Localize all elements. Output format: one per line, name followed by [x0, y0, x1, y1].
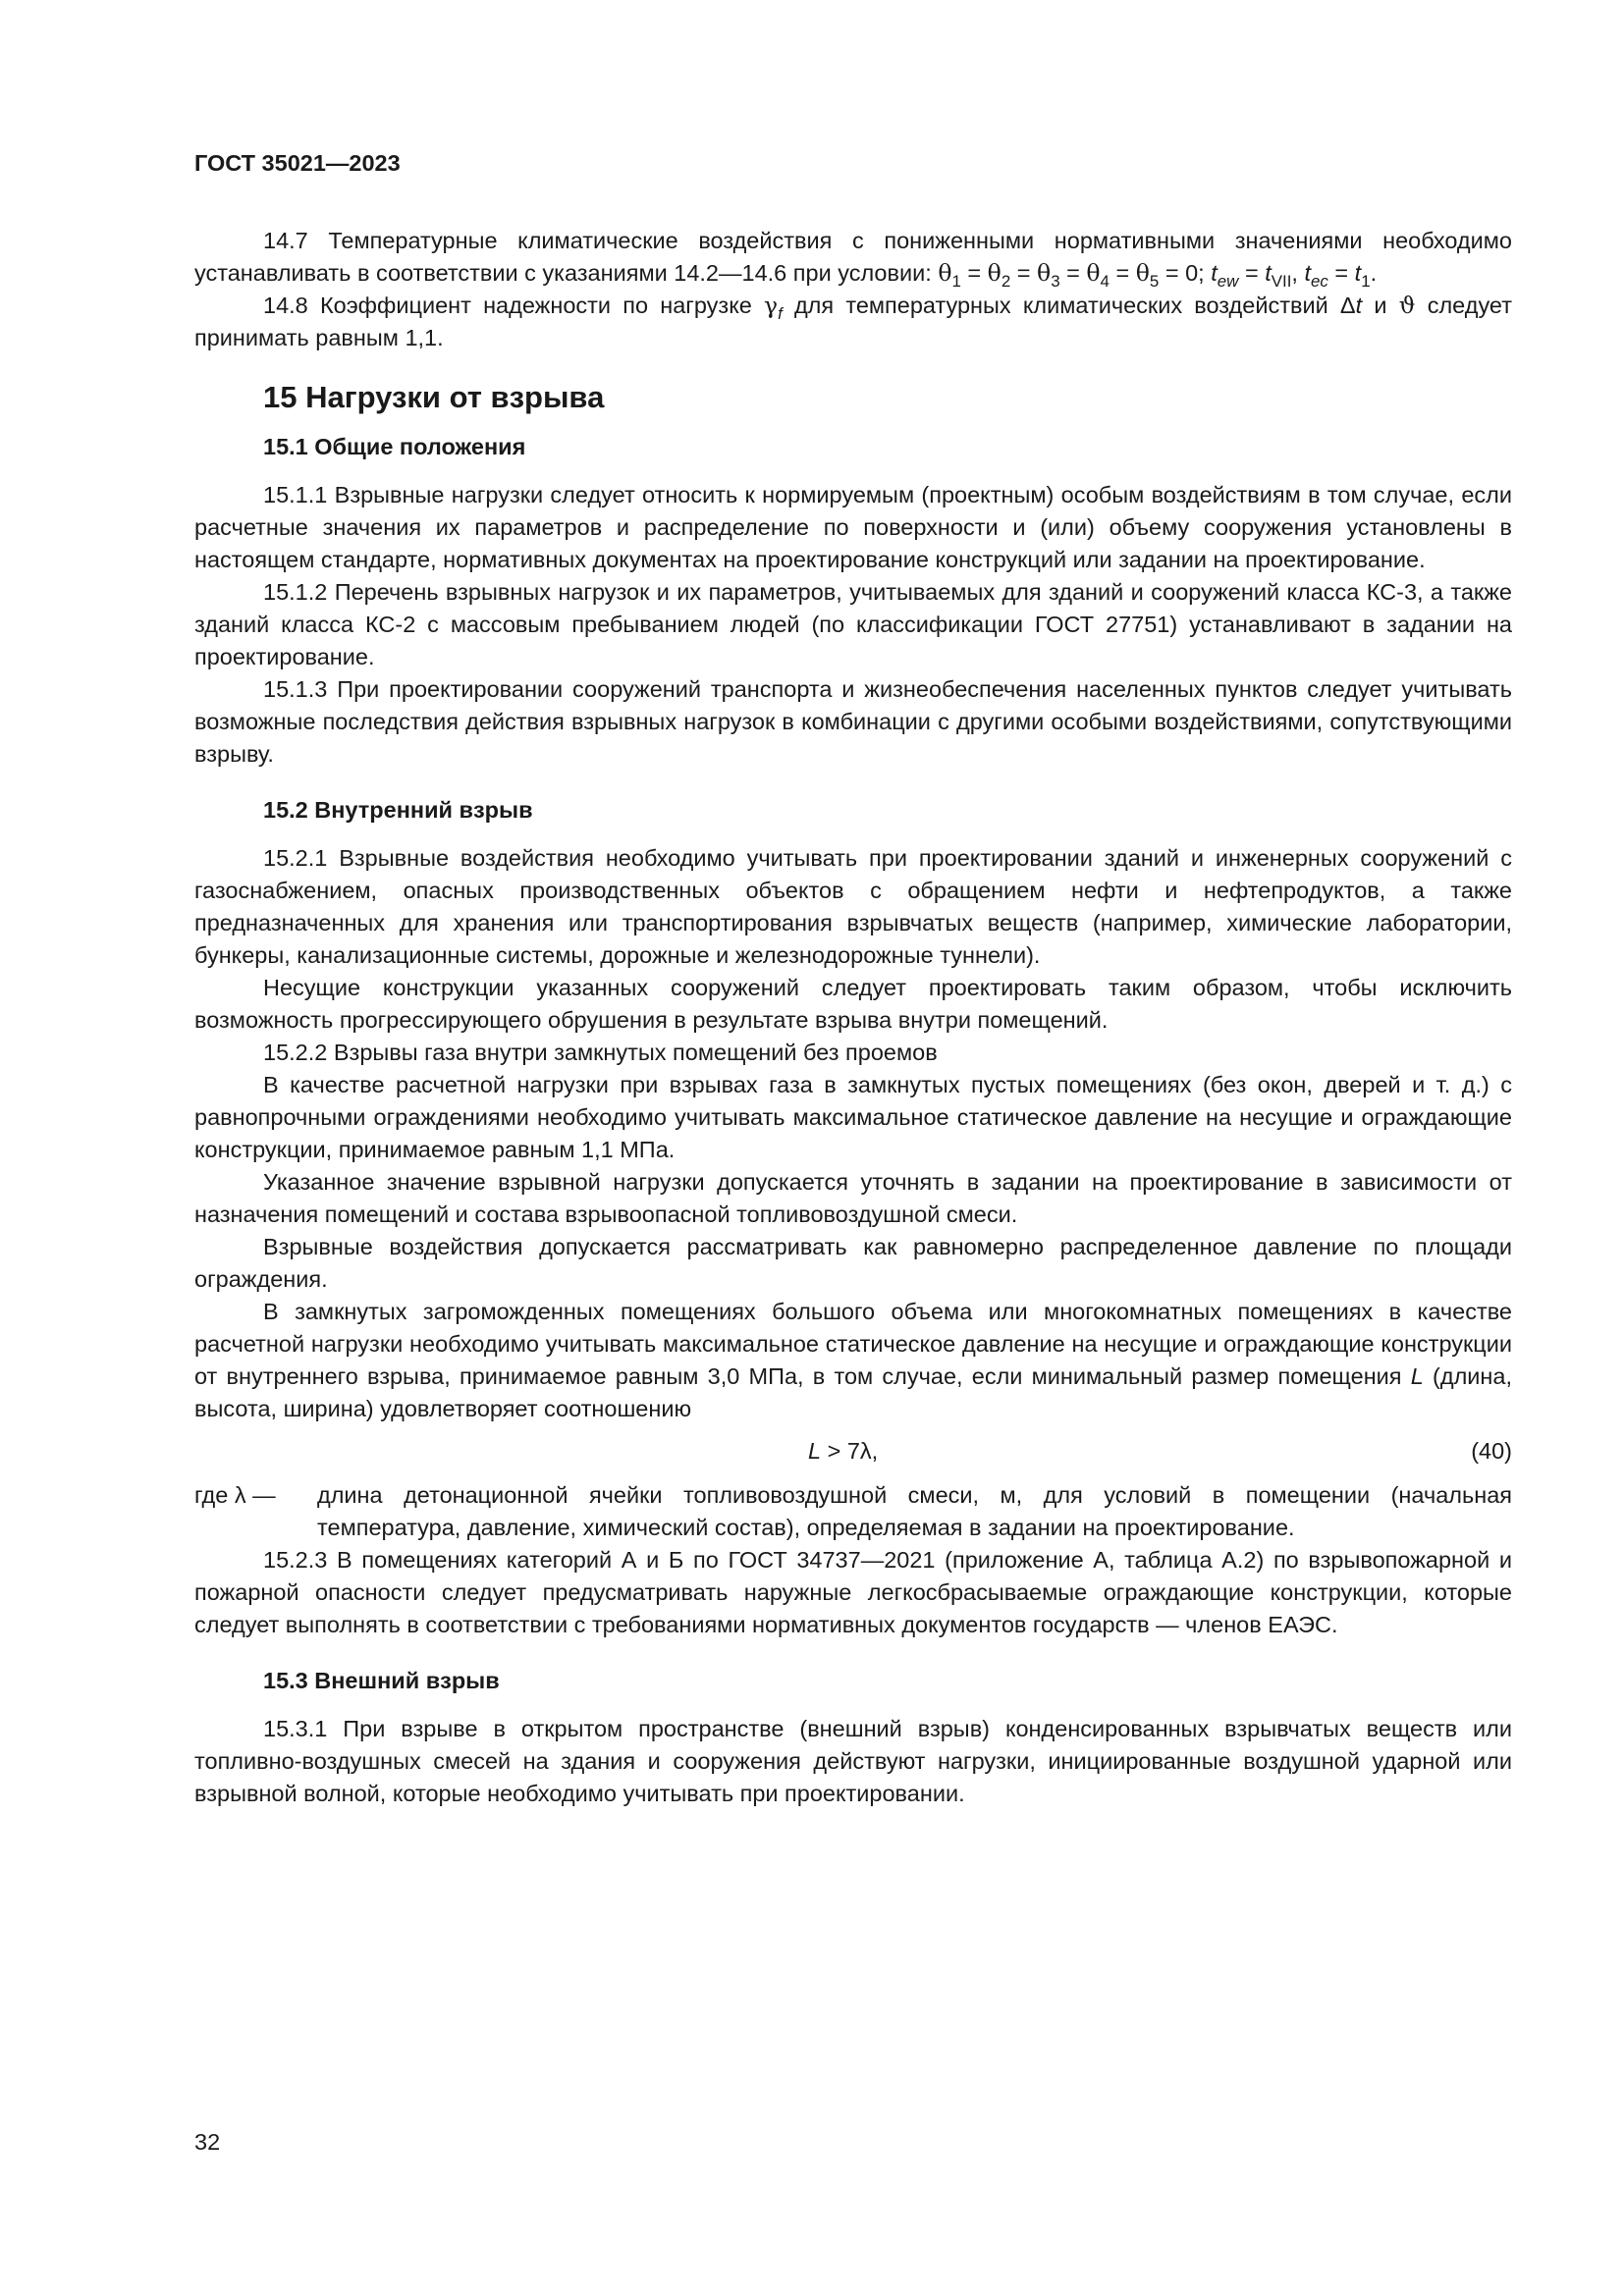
formula-expression: L > 7λ, [808, 1438, 879, 1464]
paragraph-15-3-1: 15.3.1 При взрыве в открытом пространстве (внешний взрыв) конденсированных взрывчатых веществ или топливно-воздушных смесей на здания и сооружения действуют нагрузки, инициированные воздушной ударной или взрывной волной, которые необходимо учитывать при проектировании. [194, 1716, 1512, 1806]
paragraph-14-8: 14.8 Коэффициент надежности по нагрузке $\gamma_f$ для температурных климатических воздействий Δt и ϑ следует принимать равным 1,1. [194, 292, 1512, 350]
formula-40 [194, 1435, 1512, 1468]
section-15-1-heading: 15.1 Общие положения [263, 434, 526, 459]
paragraph-15-2-2-c: Взрывные воздействия допускается рассматривать как равномерно распределенное давление по площади ограждения. [194, 1234, 1512, 1292]
paragraph-15-1-2: 15.1.2 Перечень взрывных нагрузок и их параметров, учитываемых для зданий и сооружений класса КС-3, а также зданий класса КС-2 с массовым пребыванием людей (по классификации ГОСТ 27751) устанавливают в задании на проектирование. [194, 579, 1512, 669]
section-15-2-heading: 15.2 Внутренний взрыв [263, 797, 533, 823]
paragraph-14-7: 14.7 Температурные климатические воздействия с пониженными нормативными значениями необходимо устанавливать в соответствии с указаниями 14.2—14.6 при условии: $\theta_1 = \theta_2 = \theta_3 = \theta_4 = \theta_5 = 0$; $t_{ew} = t_{VII}$, $t_{ec} = t_1$. [194, 228, 1512, 291]
paragraph-15-2-2: 15.2.2 Взрывы газа внутри замкнутых помещений без проемов [263, 1040, 938, 1065]
section-15-3-heading: 15.3 Внешний взрыв [263, 1668, 500, 1693]
section-15-heading: 15 Нагрузки от взрыва [263, 380, 605, 414]
page-number: 32 [194, 2129, 221, 2155]
paragraph-15-2-1-cont: Несущие конструкции указанных сооружений следует проектировать таким образом, чтобы исключить возможность прогрессирующего обрушения в результате взрыва внутри помещений. [194, 975, 1512, 1033]
paragraph-15-1-3: 15.1.3 При проектировании сооружений транспорта и жизнеобеспечения населенных пунктов следует учитывать возможные последствия действия взрывных нагрузок в комбинации с другими особыми воздействиями, сопутствующими взрыву. [194, 676, 1512, 767]
paragraph-15-2-1: 15.2.1 Взрывные воздействия необходимо учитывать при проектировании зданий и инженерных сооружений с газоснабжением, опасных производственных объектов с обращением нефти и нефтепродуктов, а также предназначенных для хранения или транспортирования взрывчатых веществ (например, химические лаборатории, бункеры, канализационные системы, дорожные и железнодорожные туннели). [194, 845, 1512, 968]
paragraph-15-2-2-d: В замкнутых загроможденных помещениях большого объема или многокомнатных помещениях в качестве расчетной нагрузки необходимо учитывать максимальное статическое давление на несущие и ограждающие конструкции от внутреннего взрыва, принимаемое равным 3,0 МПа, в том случае, если минимальный размер помещения L (длина, высота, ширина) удовлетворяет соотношению [194, 1299, 1513, 1421]
document-body [194, 225, 1512, 1810]
document-header: ГОСТ 35021—2023 [194, 150, 401, 176]
paragraph-15-1-1: 15.1.1 Взрывные нагрузки следует относить к нормируемым (проектным) особым воздействиям в том случае, если расчетные значения их параметров и распределение по поверхности и (или) объему сооружения установлены в настоящем стандарте, нормативных документах на проектирование конструкций или задании на проектирование. [194, 482, 1512, 572]
legend-description: длина детонационной ячейки топливовоздушной смеси, м, для условий в помещении (начальная температура, давление, химический состав), определяемая в задании на проектирование. [317, 1482, 1512, 1540]
paragraph-15-2-2-b: Указанное значение взрывной нагрузки допускается уточнять в задании на проектирование в зависимости от назначения помещений и состава взрывоопасной топливовоздушной смеси. [194, 1169, 1512, 1227]
paragraph-15-2-3: 15.2.3 В помещениях категорий А и Б по ГОСТ 34737—2021 (приложение А, таблица А.2) по взрывопожарной и пожарной опасности следует предусматривать наружные легкосбрасываемые ограждающие конструкции, которые следует выполнять в соответствии с требованиями нормативных документов государств — членов ЕАЭС. [194, 1547, 1512, 1637]
paragraph-15-2-2-a: В качестве расчетной нагрузки при взрывах газа в замкнутых пустых помещениях (без окон, дверей и т. д.) с равнопрочными ограждениями необходимо учитывать максимальное статическое давление на несущие и ограждающие конструкции, принимаемое равным 1,1 МПа. [194, 1072, 1512, 1162]
formula-legend [194, 1479, 1512, 1544]
legend-symbol: где λ — [194, 1482, 276, 1508]
formula-number: (40) [1471, 1438, 1512, 1464]
